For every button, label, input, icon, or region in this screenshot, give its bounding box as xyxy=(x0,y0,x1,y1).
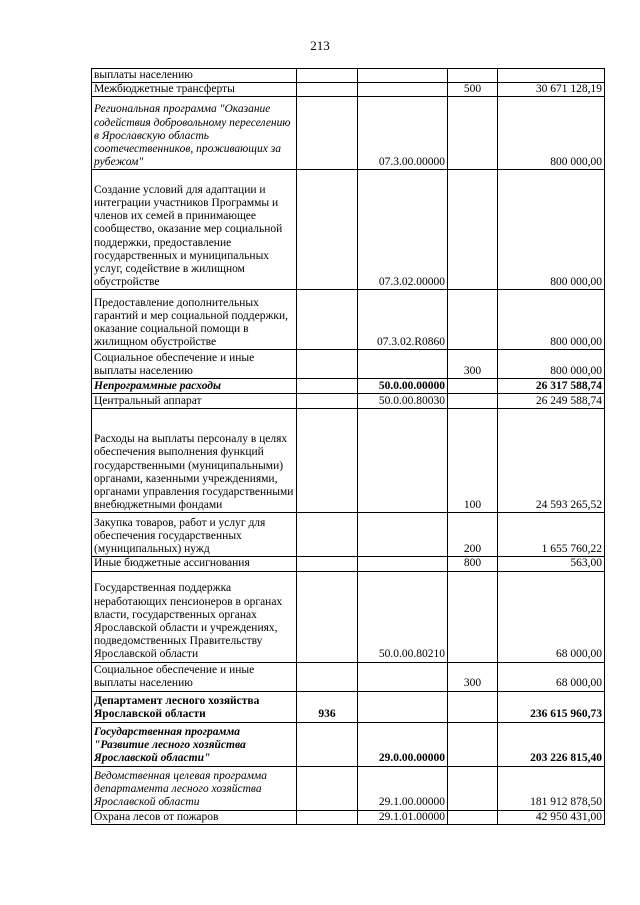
row-name: Непрограммные расходы xyxy=(92,379,297,394)
row-sum: 42 950 431,00 xyxy=(498,810,605,824)
table-row xyxy=(92,513,605,557)
row-name: Предоставление дополнительных гарантий и мер социальной поддержки, оказание социальной помощи в жилищном обустройстве xyxy=(92,290,297,350)
row-sum: 800 000,00 xyxy=(498,97,605,170)
table-row xyxy=(92,766,605,810)
row-dept: 936 xyxy=(297,691,358,722)
budget-table xyxy=(91,68,605,825)
row-name: Создание условий для адаптации и интеграции участников Программы и членов их семей в принимающее сообщество, оказание мер социальной поддержки, предоставление государственных и муниципальных услуг, содействие в жилищном обустройстве xyxy=(92,170,297,290)
row-type xyxy=(448,97,498,170)
row-code: 50.0.00.80210 xyxy=(358,571,448,662)
row-code: 07.3.00.00000 xyxy=(358,97,448,170)
page-number: 213 xyxy=(310,38,330,53)
row-code xyxy=(358,513,448,557)
table-row xyxy=(92,662,605,691)
table-row xyxy=(92,394,605,409)
row-dept xyxy=(297,290,358,350)
row-sum: 800 000,00 xyxy=(498,290,605,350)
table-row xyxy=(92,379,605,394)
row-sum: 800 000,00 xyxy=(498,170,605,290)
row-type: 500 xyxy=(448,83,498,97)
row-code: 29.0.00.00000 xyxy=(358,722,448,766)
row-dept xyxy=(297,557,358,571)
row-dept xyxy=(297,409,358,513)
table-row xyxy=(92,409,605,513)
row-code: 29.1.00.00000 xyxy=(358,766,448,810)
row-dept xyxy=(297,97,358,170)
table-row xyxy=(92,722,605,766)
row-dept xyxy=(297,170,358,290)
row-code xyxy=(358,69,448,83)
row-sum: 181 912 878,50 xyxy=(498,766,605,810)
row-type xyxy=(448,290,498,350)
row-type xyxy=(448,571,498,662)
row-code: 50.0.00.80030 xyxy=(358,394,448,409)
row-code: 07.3.02.00000 xyxy=(358,170,448,290)
row-code xyxy=(358,662,448,691)
row-code: 29.1.01.00000 xyxy=(358,810,448,824)
row-type xyxy=(448,766,498,810)
row-name: Расходы на выплаты персоналу в целях обеспечения выполнения функций государственными (муниципальными) органами, казенными учреждениями, органами управления государственными внебюджетными фондами xyxy=(92,409,297,513)
row-type xyxy=(448,379,498,394)
row-name: Государственная программа "Развитие лесного хозяйства Ярославской области" xyxy=(92,722,297,766)
row-sum: 203 226 815,40 xyxy=(498,722,605,766)
row-dept xyxy=(297,350,358,379)
row-code xyxy=(358,83,448,97)
row-type xyxy=(448,170,498,290)
row-name: Департамент лесного хозяйства Ярославской области xyxy=(92,691,297,722)
row-dept xyxy=(297,83,358,97)
row-code xyxy=(358,557,448,571)
row-name: Межбюджетные трансферты xyxy=(92,83,297,97)
row-type: 300 xyxy=(448,662,498,691)
row-sum: 30 671 128,19 xyxy=(498,83,605,97)
row-name: Иные бюджетные ассигнования xyxy=(92,557,297,571)
row-sum: 26 317 588,74 xyxy=(498,379,605,394)
row-type: 300 xyxy=(448,350,498,379)
row-name: Государственная поддержка неработающих пенсионеров в органах власти, государственных органах Ярославской области и учреждениях, подведомственных Правительству Ярославской области xyxy=(92,571,297,662)
row-dept xyxy=(297,662,358,691)
row-type: 200 xyxy=(448,513,498,557)
table-row xyxy=(92,69,605,83)
row-sum: 24 593 265,52 xyxy=(498,409,605,513)
table-row xyxy=(92,97,605,170)
row-sum: 563,00 xyxy=(498,557,605,571)
row-sum: 1 655 760,22 xyxy=(498,513,605,557)
row-name: выплаты населению xyxy=(92,69,297,83)
row-name: Социальное обеспечение и иные выплаты населению xyxy=(92,662,297,691)
row-code xyxy=(358,691,448,722)
table-row xyxy=(92,83,605,97)
row-sum: 68 000,00 xyxy=(498,662,605,691)
table-row xyxy=(92,571,605,662)
row-dept xyxy=(297,810,358,824)
row-code xyxy=(358,350,448,379)
row-sum xyxy=(498,69,605,83)
row-type: 800 xyxy=(448,557,498,571)
table-row xyxy=(92,350,605,379)
row-type xyxy=(448,69,498,83)
row-type xyxy=(448,810,498,824)
row-dept xyxy=(297,766,358,810)
table-row xyxy=(92,810,605,824)
row-code xyxy=(358,409,448,513)
row-code: 07.3.02.R0860 xyxy=(358,290,448,350)
row-type xyxy=(448,691,498,722)
row-sum: 236 615 960,73 xyxy=(498,691,605,722)
table-row xyxy=(92,691,605,722)
row-name: Центральный аппарат xyxy=(92,394,297,409)
row-name: Региональная программа "Оказание содействия добровольному переселению в Ярославскую область соотечественников, проживающих за рубежом" xyxy=(92,97,297,170)
row-dept xyxy=(297,69,358,83)
row-sum: 26 249 588,74 xyxy=(498,394,605,409)
row-dept xyxy=(297,513,358,557)
row-type xyxy=(448,722,498,766)
table-row xyxy=(92,170,605,290)
row-type xyxy=(448,394,498,409)
row-name: Охрана лесов от пожаров xyxy=(92,810,297,824)
row-name: Закупка товаров, работ и услуг для обеспечения государственных (муниципальных) нужд xyxy=(92,513,297,557)
row-dept xyxy=(297,394,358,409)
table-row xyxy=(92,290,605,350)
row-code: 50.0.00.00000 xyxy=(358,379,448,394)
row-dept xyxy=(297,571,358,662)
table-row xyxy=(92,557,605,571)
row-name: Ведомственная целевая программа департамента лесного хозяйства Ярославской области xyxy=(92,766,297,810)
row-dept xyxy=(297,722,358,766)
row-sum: 68 000,00 xyxy=(498,571,605,662)
row-sum: 800 000,00 xyxy=(498,350,605,379)
row-dept xyxy=(297,379,358,394)
row-name: Социальное обеспечение и иные выплаты населению xyxy=(92,350,297,379)
row-type: 100 xyxy=(448,409,498,513)
